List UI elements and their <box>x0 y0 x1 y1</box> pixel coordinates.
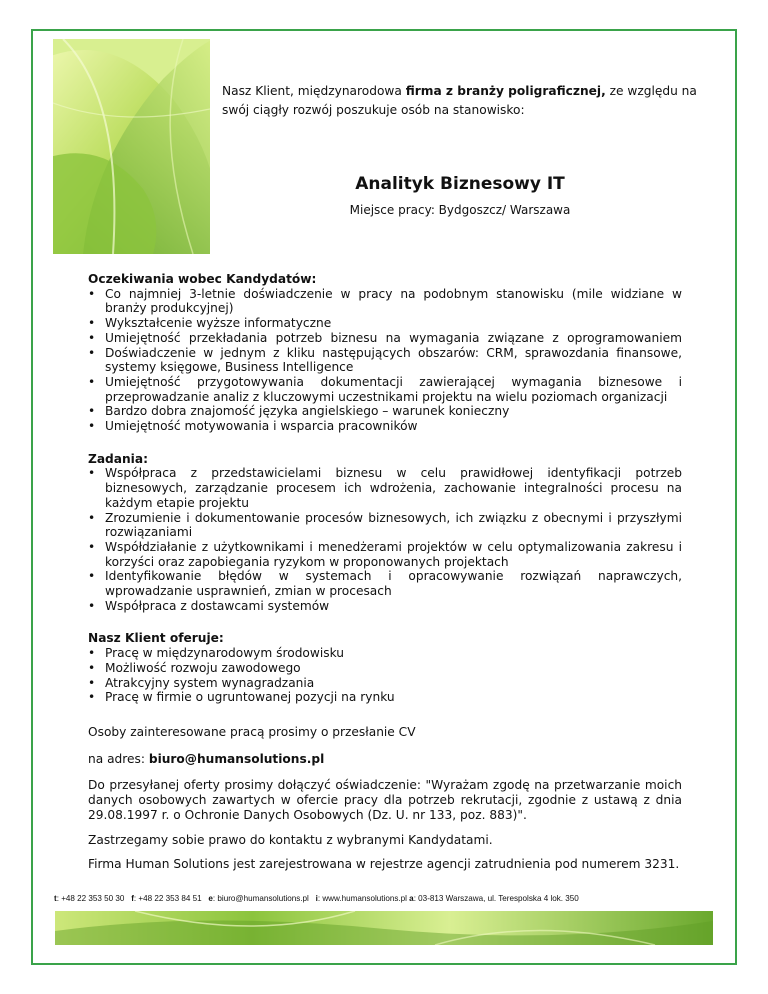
list-item: • Pracę w firmie o ugruntowanej pozycji na rynku <box>88 690 682 705</box>
fax-label: f <box>131 894 134 903</box>
list-item: • Pracę w międzynarodowym środowisku <box>88 646 682 661</box>
offer-heading: Nasz Klient oferuje: <box>88 631 224 646</box>
apply-line: Osoby zainteresowane pracą prosimy o przesłanie CV <box>88 724 416 739</box>
footer-address: : 03-813 Warszawa, ul. Terespolska 4 lok. 350 <box>413 894 579 903</box>
leaf-image-bottom <box>55 911 713 945</box>
web-label: i <box>315 894 318 903</box>
offer-content <box>88 272 682 882</box>
intro-prefix: Nasz Klient, międzynarodowa <box>222 84 406 98</box>
apply-address-label: na adres: <box>88 751 149 766</box>
list-item: • Atrakcyjny system wynagradzania <box>88 676 682 691</box>
tasks-heading: Zadania: <box>88 451 148 466</box>
list-item: • Doświadczenie w jednym z kliku następujących obszarów: CRM, sprawozdania finansowe, systemy księgowe, Business Intelligence <box>88 346 682 375</box>
offer-list <box>88 646 682 705</box>
list-item: • Współdziałanie z użytkownikami i menedżerami projektów w celu optymalizowania zakresu i korzyści oraz zapobiegania ryzykom w proponowanych projektach <box>88 540 682 569</box>
apply-address <box>88 752 682 767</box>
work-location: Miejsce pracy: Bydgoszcz/ Warszawa <box>349 203 571 217</box>
reserve-text: Zastrzegamy sobie prawo do kontaktu z wybranymi Kandydatami. <box>88 832 493 847</box>
consent-text: Do przesyłanej oferty prosimy dołączyć oświadczenie: "Wyrażam zgodę na przetwarzanie moich danych osobowych zawartych w ofercie pracy dla potrzeb rekrutacji, zgodnie z ustawą z dnia 29.08.1997 r. o Ochronie Danych Osobowych (Dz. U. nr 133, poz. 883)". <box>88 778 682 822</box>
apply-email-link[interactable]: biuro@humansolutions.pl <box>148 751 325 766</box>
leaf-image-top <box>53 39 210 254</box>
intro-industry: firma z branży poligraficznej, <box>405 84 606 98</box>
list-item: • Umiejętność przekładania potrzeb biznesu na wymagania związane z oprogramowaniem <box>88 331 682 346</box>
intro-suffix: ze względu na swój ciągły rozwój poszukuje osób na stanowisko: <box>222 84 697 117</box>
list-item: • Wykształcenie wyższe informatyczne <box>88 316 682 331</box>
contact-footer <box>54 894 724 903</box>
expectations-list <box>88 287 682 434</box>
phone-label: t <box>54 894 57 903</box>
list-item: • Współpraca z przedstawicielami biznesu w celu prawidłowej identyfikacji potrzeb biznesowych, zarządzanie procesem ich wdrożenia, zachowanie integralności procesu na każdym etapie projektu <box>88 466 682 510</box>
list-item: • Zrozumienie i dokumentowanie procesów biznesowych, ich związku z obecnymi i przyszłymi rozwiązaniami <box>88 511 682 540</box>
expectations-heading: Oczekiwania wobec Kandydatów: <box>88 272 317 286</box>
position-title: Analityk Biznesowy IT <box>355 174 565 194</box>
intro-text <box>222 82 702 120</box>
fax-value: : +48 22 353 84 51 <box>133 894 202 903</box>
address-label: a <box>409 894 414 903</box>
footer-website[interactable]: : www.humansolutions.pl <box>317 894 407 903</box>
list-item: • Umiejętność motywowania i wsparcia pracowników <box>88 419 682 434</box>
list-item: • Bardzo dobra znajomość języka angielskiego – warunek konieczny <box>88 404 682 419</box>
tasks-list <box>88 466 682 613</box>
registration-text: Firma Human Solutions jest zarejestrowana w rejestrze agencji zatrudnienia pod numerem 3231. <box>88 857 680 872</box>
email-label: e <box>208 894 213 903</box>
phone-value: : +48 22 353 50 30 <box>56 894 125 903</box>
list-item: • Współpraca z dostawcami systemów <box>88 599 682 614</box>
list-item: • Możliwość rozwoju zawodowego <box>88 661 682 676</box>
list-item: • Co najmniej 3-letnie doświadczenie w pracy na podobnym stanowisku (mile widziane w branży produkcyjnej) <box>88 287 682 316</box>
footer-email[interactable]: : biuro@humansolutions.pl <box>212 894 309 903</box>
list-item: • Umiejętność przygotowywania dokumentacji zawierającej wymagania biznesowe i przeprowadzanie analiz z kluczowymi uczestnikami projektu na wielu poziomach organizacji <box>88 375 682 404</box>
list-item: • Identyfikowanie błędów w systemach i opracowywanie rozwiązań naprawczych, wprowadzanie usprawnień, zmian w procesach <box>88 569 682 598</box>
